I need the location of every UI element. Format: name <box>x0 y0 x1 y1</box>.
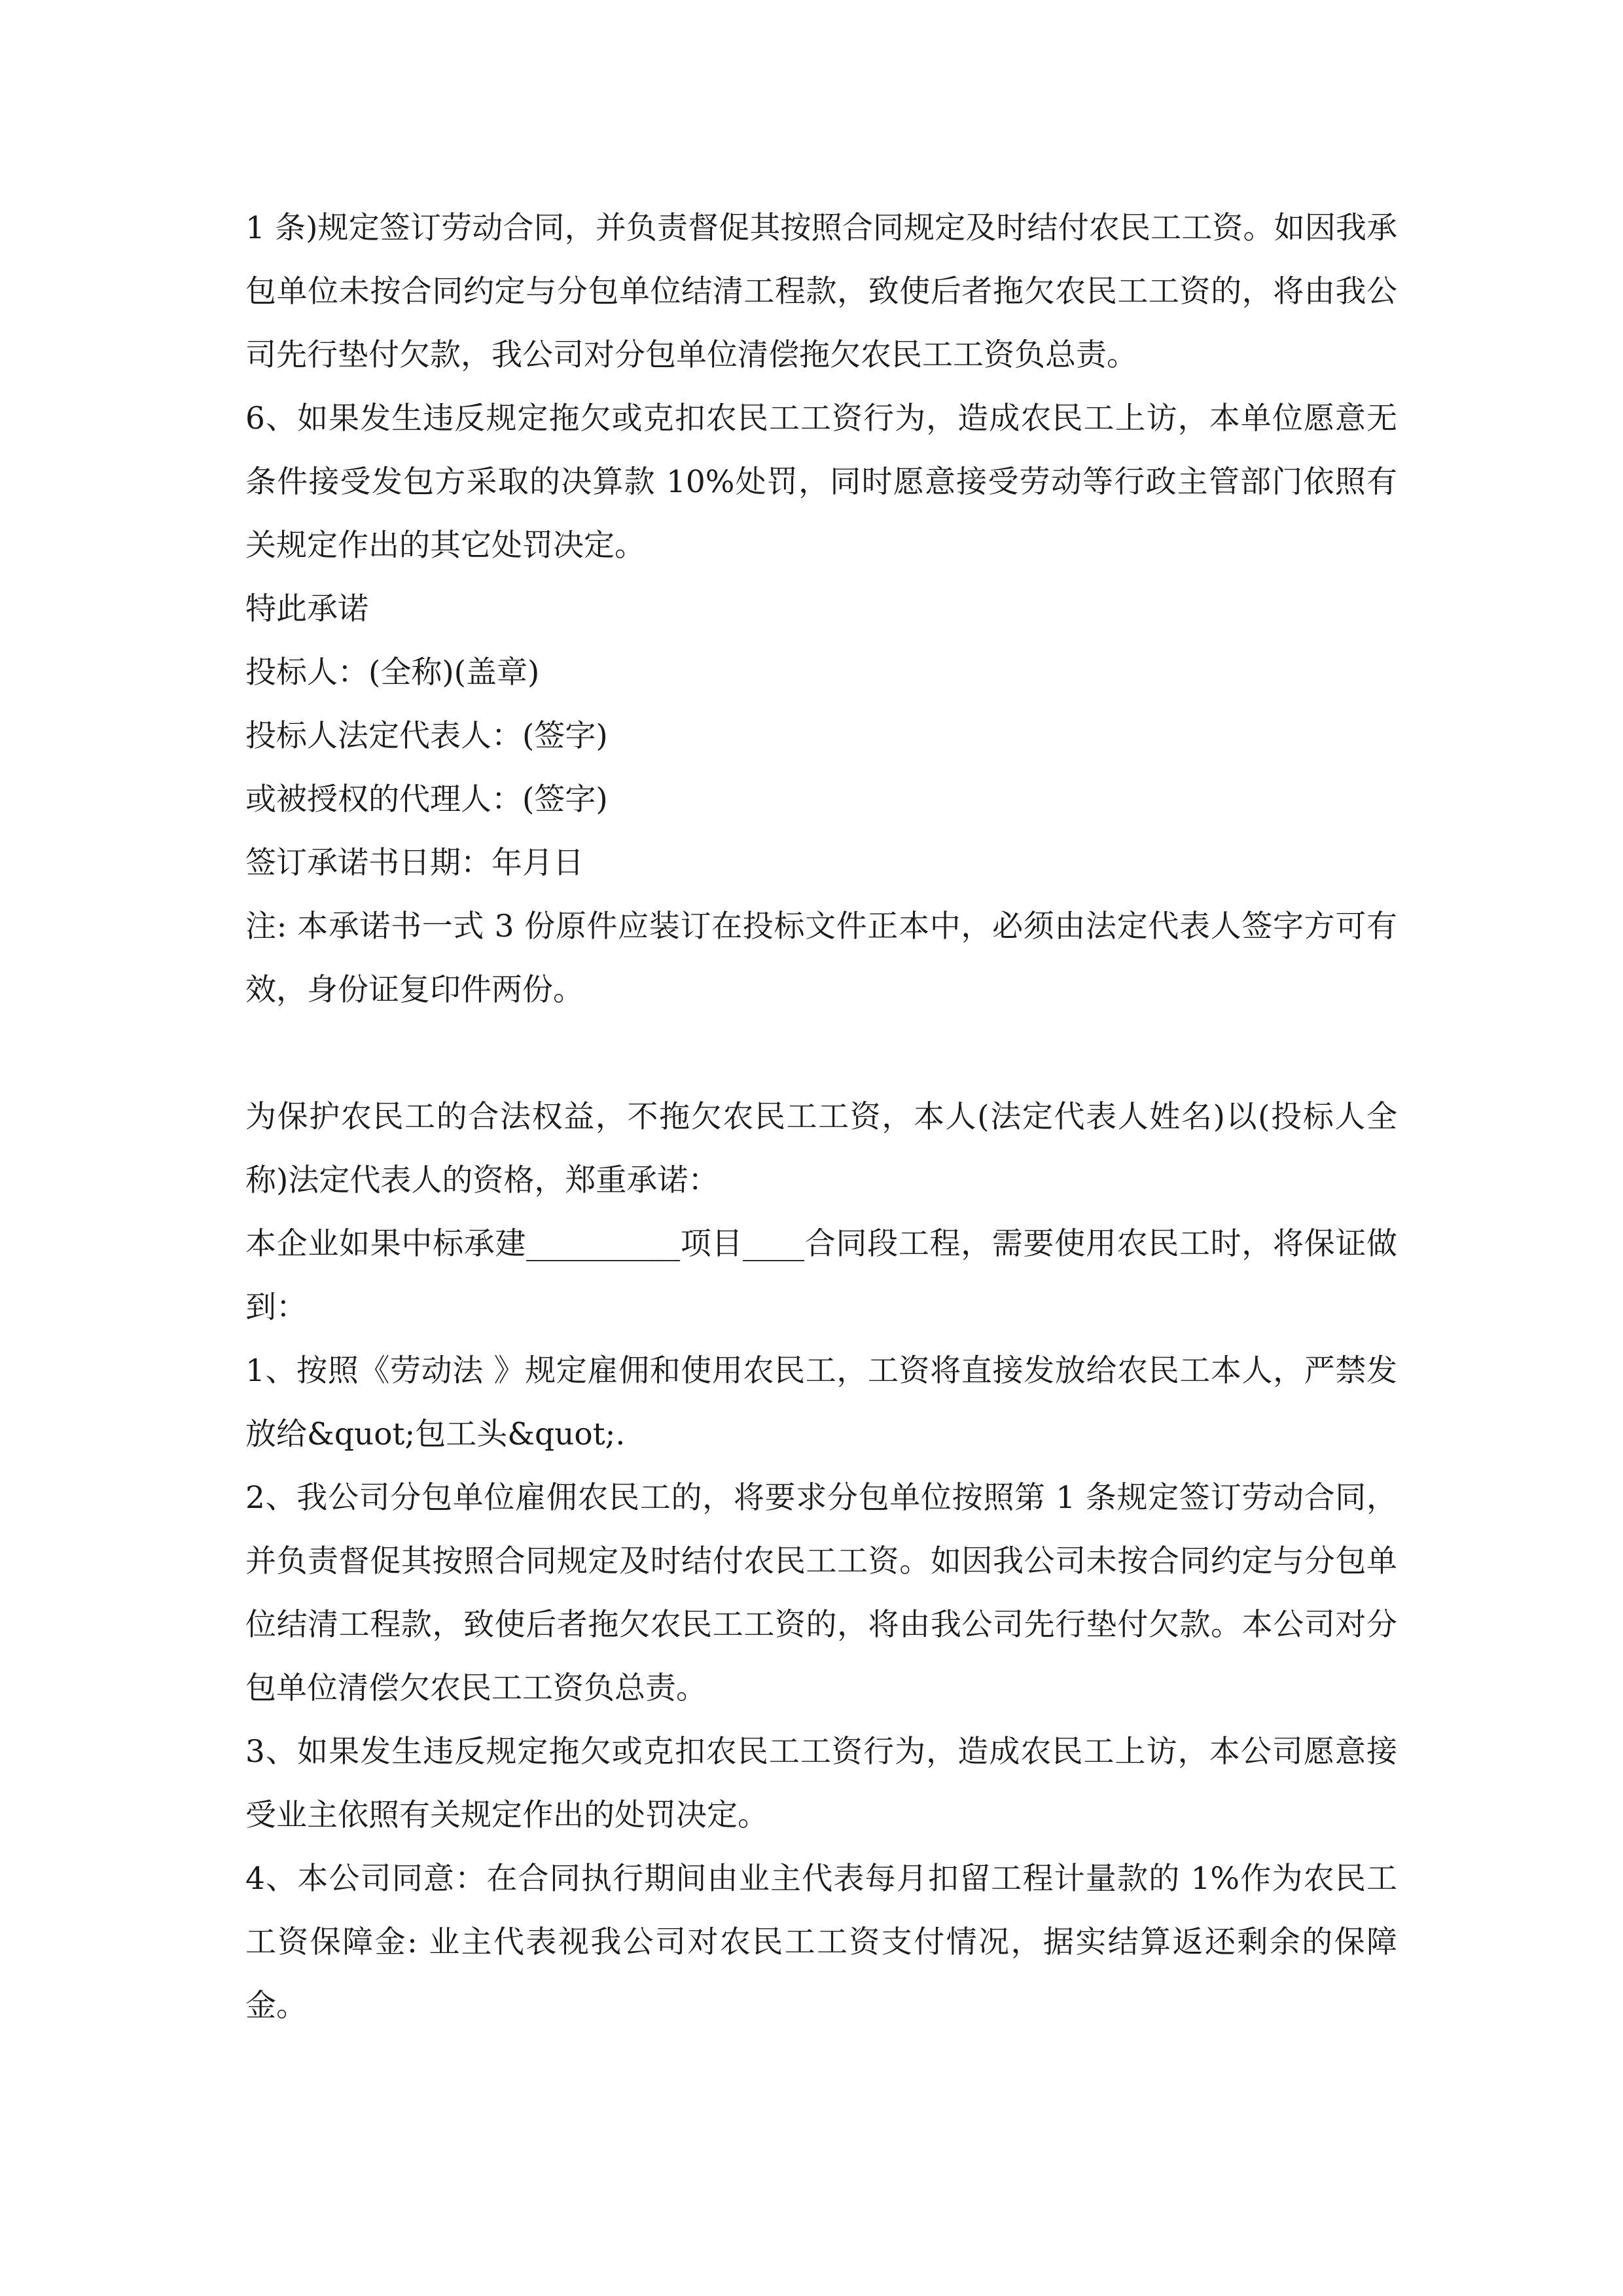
paragraph-item-2: 2、我公司分包单位雇佣农民工的，将要求分包单位按照第 1 条规定签订劳动合同，并负责督促其按照合同规定及时结付农民工工资。如因我公司未按合同约定与分包单位结清工程款，致使后者拖欠农民工工资的，将由我公司先行垫付欠款。本公司对分包单位清偿欠农民工工资负总责。 <box>245 1480 1397 1706</box>
paragraph-bidder: 投标人：(全称)(盖章) <box>245 655 540 691</box>
paragraph-item-3: 3、如果发生违反规定拖欠或克扣农民工工资行为，造成农民工上访，本公司愿意接受业主依照有关规定作出的处罚决定。 <box>245 1734 1397 1833</box>
paragraph-hereby-promise: 特此承诺 <box>245 591 368 627</box>
document-body <box>245 196 1397 2037</box>
paragraph-item-1: 1、按照《劳动法 》规定雇佣和使用农民工，工资将直接发放给农民工本人，严禁发放给&quot;包工头&quot;. <box>245 1353 1397 1452</box>
paragraph-clause-6: 6、如果发生违反规定拖欠或克扣农民工工资行为，造成农民工上访，本单位愿意无条件接受发包方采取的决算款 10%处罚，同时愿意接受劳动等行政主管部门依照有关规定作出的其它处罚决定。 <box>245 401 1397 564</box>
paragraph-undertaking: 本企业如果中标承建__________项目____合同段工程，需要使用农民工时，将保证做到： <box>245 1226 1397 1325</box>
paragraph-intro: 为保护农民工的合法权益，不拖欠农民工工资，本人(法定代表人姓名)以(投标人全称)法定代表人的资格，郑重承诺： <box>245 1099 1397 1198</box>
paragraph-signing-date: 签订承诺书日期：年月日 <box>245 845 584 881</box>
paragraph-clause-1-continued: 1 条)规定签订劳动合同，并负责督促其按照合同规定及时结付农民工工资。如因我承包单位未按合同约定与分包单位结清工程款，致使后者拖欠农民工工资的，将由我公司先行垫付欠款，我公司对分包单位清偿拖欠农民工工资负总责。 <box>245 210 1397 373</box>
paragraph-note: 注: 本承诺书一式 3 份原件应装订在投标文件正本中，必须由法定代表人签字方可有效，身份证复印件两份。 <box>245 908 1397 1008</box>
paragraph-authorized-agent: 或被授权的代理人：(签字) <box>245 781 608 817</box>
paragraph-item-4: 4、本公司同意：在合同执行期间由业主代表每月扣留工程计量款的 1%作为农民工工资保障金: 业主代表视我公司对农民工工资支付情况，据实结算返还剩余的保障金。 <box>245 1861 1397 2024</box>
section-gap <box>245 1022 1397 1085</box>
paragraph-legal-representative: 投标人法定代表人：(签字) <box>245 718 608 754</box>
